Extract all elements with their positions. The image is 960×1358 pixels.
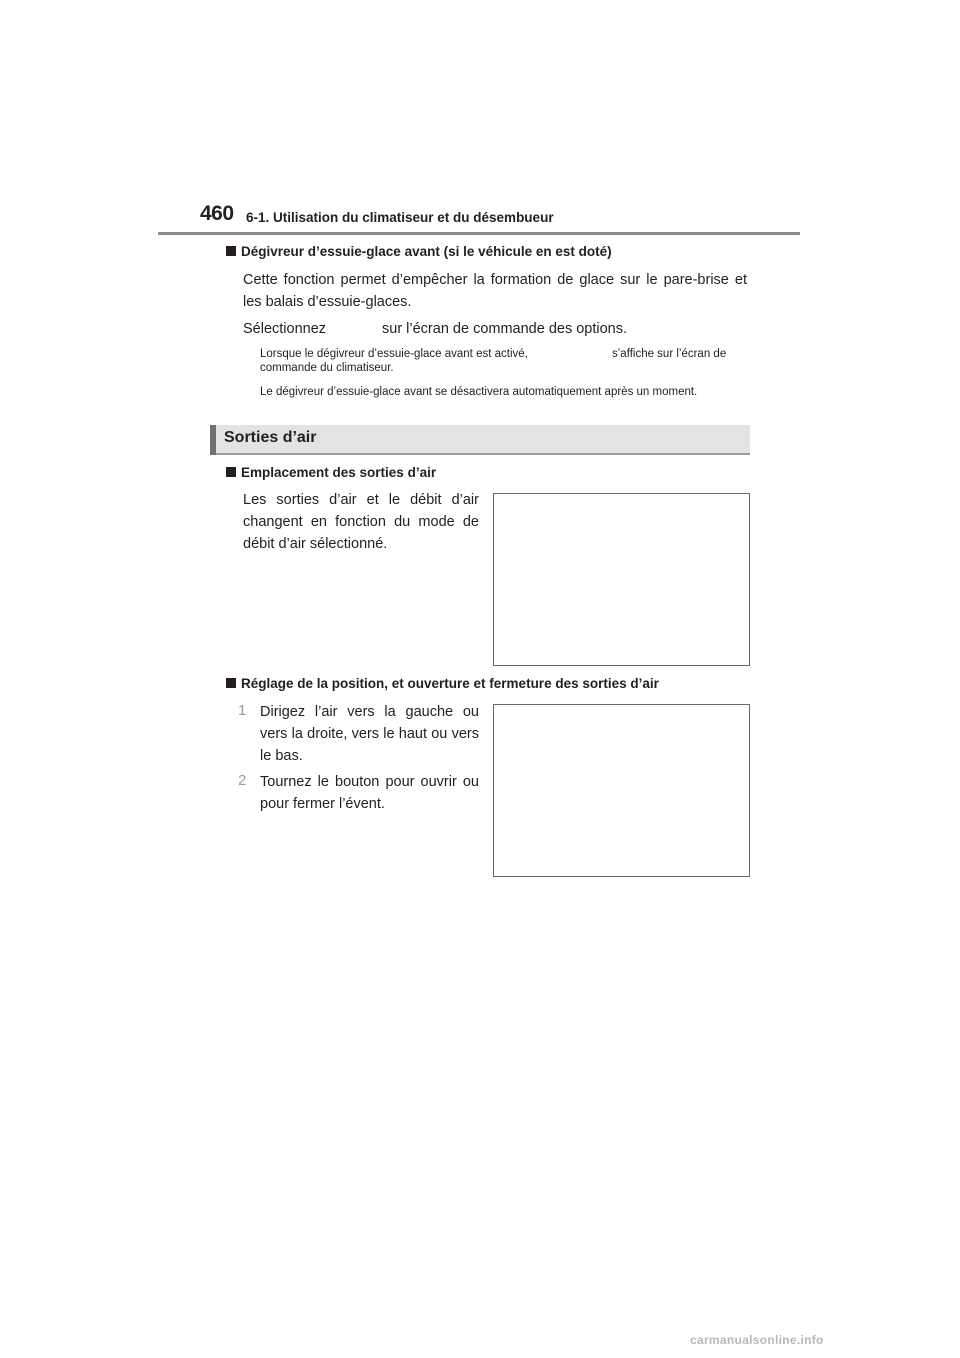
defroster-paragraph: Cette fonction permet d’empêcher la formation de glace sur le pare-brise et les balais d’essuie-glaces.: [243, 272, 747, 310]
defroster-note1-prefix: Lorsque le dégivreur d’essuie-glace avant est activé,: [260, 348, 528, 360]
defroster-select-suffix: sur l’écran de commande des options.: [382, 321, 628, 337]
step-number-1: 1: [238, 702, 247, 719]
air-outlets-illustration: [493, 493, 750, 666]
defroster-heading: [226, 244, 612, 259]
section-bar: [210, 425, 750, 455]
defroster-heading-text: Dégivreur d’essuie-glace avant (si le véhicule en est doté): [241, 244, 612, 259]
location-paragraph: Les sorties d’air et le débit d’air changent en fonction du mode de débit d’air sélectionné.: [243, 492, 479, 552]
section-title: Sorties d’air: [224, 429, 317, 446]
adjust-heading-text: Réglage de la position, et ouverture et fermeture des sorties d’air: [241, 676, 659, 691]
header-rule: [158, 232, 800, 235]
defroster-note1-suffix: s’affiche sur l’écran de: [612, 348, 727, 360]
chapter-title: 6-1. Utilisation du climatiseur et du désembueur: [246, 210, 554, 225]
vent-adjustment-illustration: [493, 704, 750, 877]
bullet-square-icon: [226, 678, 236, 688]
page-number: 460: [200, 202, 234, 225]
defroster-note2: Le dégivreur d’essuie-glace avant se désactivera automatiquement après un moment.: [260, 386, 698, 398]
bullet-square-icon: [226, 467, 236, 477]
location-heading: [226, 465, 436, 480]
defroster-note1-line2: commande du climatiseur.: [260, 362, 394, 374]
step-number-2: 2: [238, 772, 247, 789]
watermark: carmanualsonline.info: [690, 1333, 824, 1347]
defroster-select-prefix: Sélectionnez: [243, 321, 327, 337]
step-text-1: Dirigez l’air vers la gauche ou vers la droite, vers le haut ou vers le bas.: [260, 704, 479, 764]
bullet-square-icon: [226, 246, 236, 256]
adjust-heading: [226, 676, 659, 691]
step-text-2: Tournez le bouton pour ouvrir ou pour fermer l’évent.: [260, 774, 479, 812]
section-bar-accent: [210, 425, 216, 455]
location-heading-text: Emplacement des sorties d’air: [241, 465, 437, 480]
